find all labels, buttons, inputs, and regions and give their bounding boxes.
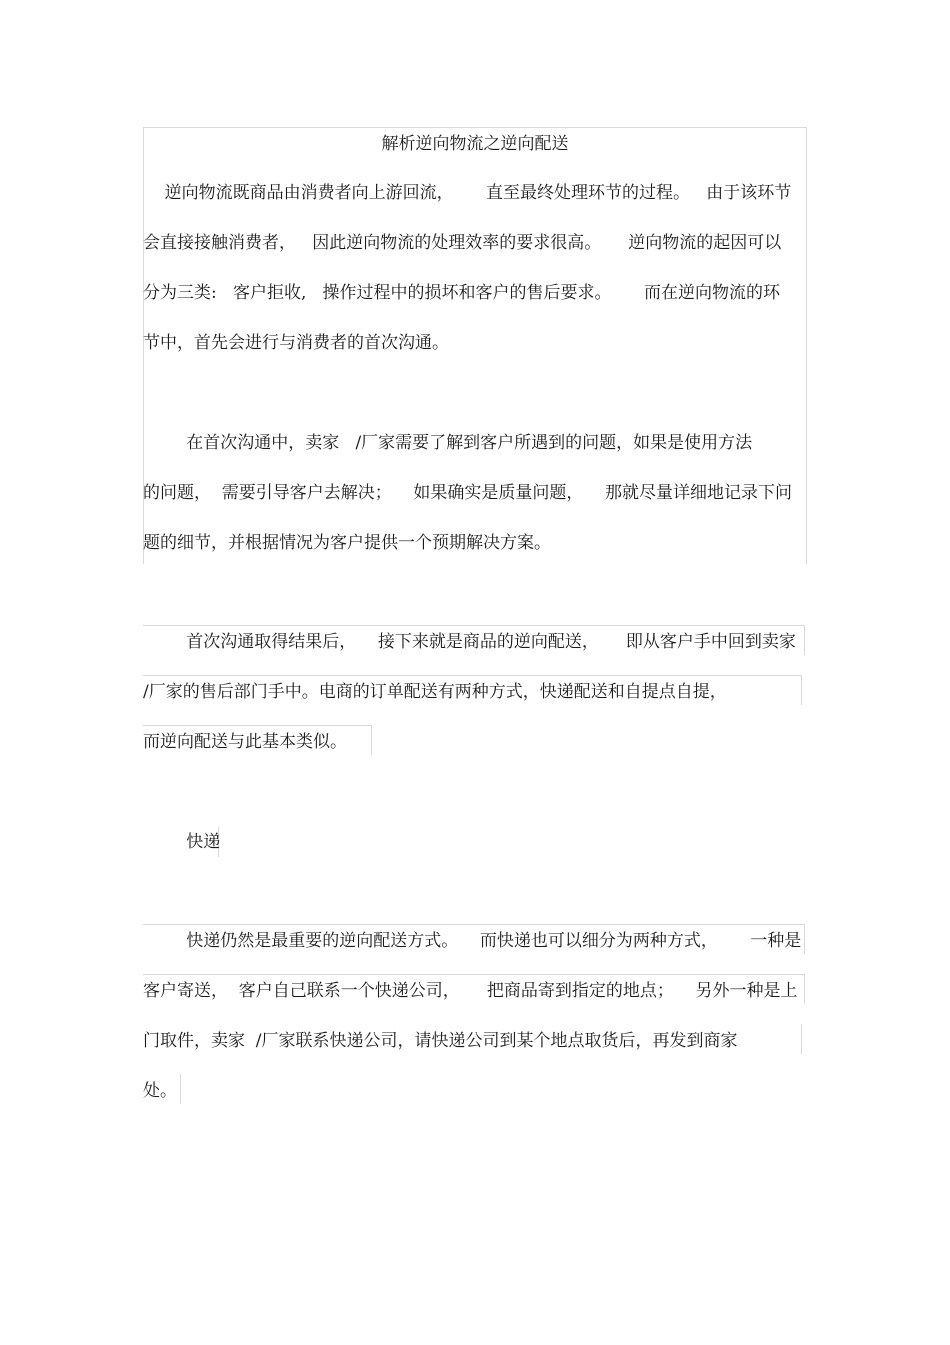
frame-p4-right3 [801,1024,802,1054]
frame-p4-top [143,924,804,925]
paragraph-3-line-2: /厂家的售后部门手中。电商的订单配送有两种方式，快递配送和自提点自提， [143,682,727,702]
paragraph-4-line-1: 快递仍然是最重要的逆向配送方式。 而快递也可以细分为两种方式， 一种是 [143,931,802,951]
frame-p3-mid-right [801,675,802,705]
paragraph-1-line-2: 会直接接触消费者， 因此逆向物流的处理效率的要求很高。 逆向物流的起因可以 [143,233,782,253]
paragraph-2-line-3: 题的细节，并根据情况为客户提供一个预期解决方案。 [143,533,551,553]
frame-right-line [806,127,807,564]
frame-top-line [143,127,807,128]
paragraph-1-line-3: 分为三类: 客户拒收, 操作过程中的损坏和客户的售后要求。 而在逆向物流的环 [143,283,780,303]
paragraph-3-line-1: 首次沟通取得结果后， 接下来就是商品的逆向配送， 即从客户手中回到卖家 [143,632,796,652]
paragraph-4-line-4: 处。 [143,1081,177,1101]
frame-p4-right1 [804,924,805,954]
frame-p3-right [804,625,805,655]
paragraph-4-line-3: 门取件，卖家 /厂家联系快递公司，请快递公司到某个地点取货后，再发到商家 [143,1031,738,1051]
frame-p4-line2 [143,974,804,975]
paragraph-1-line-1: 逆向物流既商品由消费者向上游回流， 直至最终处理环节的过程。 由于该环节 [143,183,792,203]
paragraph-4-line-2: 客户寄送， 客户自己联系一个快递公司， 把商品寄到指定的地点； 另外一种是上 [143,981,798,1001]
frame-p3-top [143,625,805,626]
paragraph-2-line-1: 在首次沟通中，卖家 /厂家需要了解到客户所遇到的问题，如果是使用方法 [143,433,753,453]
section-heading-express: 快递 [143,832,221,852]
paragraph-1-line-4: 节中，首先会进行与消费者的首次沟通。 [143,333,449,353]
frame-p4-right4 [180,1074,181,1104]
paragraph-3-line-3: 而逆向配送与此基本类似。 [143,732,347,752]
document-title: 解析逆向物流之逆向配送 [381,134,569,154]
frame-p3-bottom [143,725,371,726]
paragraph-2-line-2: 的问题， 需要引导客户去解决； 如果确实是质量问题， 那就尽量详细地记录下问 [143,483,793,503]
frame-p3-mid [143,675,801,676]
frame-p4-right2 [804,974,805,1004]
frame-p3-bottom-right [371,725,372,755]
